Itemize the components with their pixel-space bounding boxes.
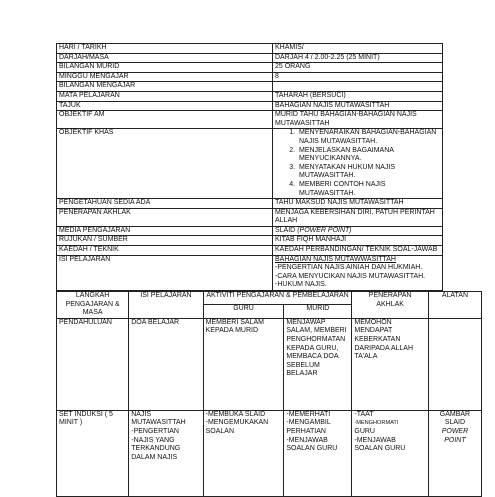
header-langkah: LANGKAH PENGAJARAN & MASA [57,292,129,319]
info-row [57,236,443,246]
cell-guru [203,410,284,496]
cell-line: -MENJAWAB SOALAN GURU [354,436,406,453]
cell-line: -MEMERHATI [286,410,331,418]
isi-content [273,255,443,290]
cell-penerapan [352,410,429,496]
cell-line: NAJIS MUTAWASITTAH [131,410,186,427]
cell-line: GAMBAR [439,410,471,418]
list-item: 4. MEMBERI CONTOH NAJIS MUTAWASITTAH. [297,181,440,198]
info-label: MINGGU MENGAJAR [57,72,273,82]
cell-isi [129,410,203,496]
info-label: BILANGAN MENGAJAR [57,82,273,92]
list-item: 3. MENYATAKAN HUKUM NAJIS MUTAWASITTAH. [297,164,440,181]
cell-line: -TAAT [354,410,374,418]
info-row [57,101,443,111]
isi-line: -CARA MENYUCIKAN NAJIS MUTAWASITTAH. [275,272,426,280]
info-row [57,208,443,226]
info-label: MATA PELAJARAN [57,91,273,101]
info-label: ISI PELAJARAN [57,255,273,290]
cell-line: POWER [441,427,469,435]
info-row [57,82,443,92]
info-row [57,63,443,73]
list-item: 1. MENYENARAIKAN BAHAGIAN-BAHAGIAN NAJIS MUTAWASITTAH. [297,129,440,146]
header-alatan: ALATAN [428,292,481,319]
isi-line: -HUKUM NAJIS. [275,281,327,289]
info-label: OBJEKTIF AM [57,111,273,129]
cell-langkah: SET INDUKSI ( 5 MINIT ) [57,410,129,496]
info-row [57,53,443,63]
info-value: DARJAH 4 / 2.00-2.25 (25 MINIT) [273,53,443,63]
cell-line: -MENGAMBIL PERHATIAN [286,419,331,435]
header-murid: MURID [284,305,352,318]
info-value: TAHU MAKSUD NAJIS MUTAWASITTAH [273,199,443,209]
info-label: MEDIA PENGAJARAN [57,226,273,236]
header-penerapan: PENERAPAN AKHLAK [352,292,429,319]
isi-line: -PENGERTIAN NAJIS AINIAH DAN HUKMIAH. [275,264,423,272]
list-item: 2. MENJELASKAN BAGAIMANA MENYUCIKANNYA. [297,147,440,164]
header-guru: GURU [203,305,284,318]
table-row [57,410,482,496]
info-row [57,226,443,236]
cell-langkah: PENDAHULUAN [57,318,129,410]
info-row [57,91,443,101]
header-isi: ISI PELAJARAN [129,292,203,319]
cell-line: -MENGEMUKAKAN SOALAN [205,419,269,435]
cell-alatan [428,318,481,410]
info-label: TAJUK [57,101,273,111]
media-value [273,226,443,236]
info-label: OBJEKTIF KHAS [57,129,273,199]
info-row [57,199,443,209]
cell-line: -MENJAWAB SOALAN GURU [286,436,338,453]
info-value: KHAMIS/ [273,44,443,54]
cell-murid [284,410,352,496]
info-value: 25 ORANG [273,63,443,73]
info-value: KAEDAH PERBANDINGAN/ TEKNIK SOAL-JAWAB [273,246,443,256]
media-text-italic: (POWER POINT) [297,226,352,234]
info-label: PENGETAHUAN SEDIA ADA [57,199,273,209]
cell-murid: MENJAWAP SALAM, MEMBERI PENGHORMATAN KEPADA GURU, MEMBACA DOA SEBELUM BELAJAR [284,318,352,410]
info-label: KAEDAH / TEKNIK [57,246,273,256]
lesson-activity-table [56,291,482,497]
objektif-khas-list-cell [273,129,443,199]
info-label: RUJUKAN / SUMBER [57,236,273,246]
cell-line: -NAJIS YANG TERKANDUNG DALAM NAJIS [131,436,181,461]
info-row [57,129,443,199]
cell-line: -MEMBUKA SLAID [205,410,266,418]
cell-line: -PENGERTIAN [131,427,179,435]
objektif-khas-list [275,129,440,198]
table-header-row [57,292,482,305]
info-value: MURID TAHU BAHAGIAN-BAHAGIAN NAJIS MUTAWASITTAH [273,111,443,129]
isi-title: BAHAGIAN NAJIS MUTAWWASITTAH [275,255,396,263]
info-row [57,72,443,82]
info-row [57,255,443,290]
cell-alatan [428,410,481,496]
header-aktiviti: AKTIVITI PENGAJARAN & PEMBELAJARAN [203,292,352,305]
info-value: KITAB FIQH MANHAJI [273,236,443,246]
lesson-info-table [56,43,443,291]
cell-line: SLAID [444,419,466,427]
info-label: BILANGAN MURID [57,63,273,73]
info-label: HARI / TARIKH [57,44,273,54]
info-value: BAHAGIAN NAJIS MUTAWASITTAH [273,101,443,111]
cell-isi: DOA BELAJAR [129,318,203,410]
cell-penerapan: MEMOHON MENDAPAT KEBERKATAN DARIPADA ALLAH TA'ALA [352,318,429,410]
media-text: SLAID [275,226,296,234]
table-row [57,318,482,410]
info-row [57,44,443,54]
info-value: TAHARAH (BERSUCI) [273,91,443,101]
info-label: DARJAH/MASA [57,53,273,63]
cell-line: GURU [354,427,375,435]
info-value: MENJAGA KEBERSIHAN DIRI, PATUH PERINTAH ALLAH [273,208,443,226]
cell-line: POINT [444,436,466,444]
info-row [57,246,443,256]
info-label: PENERAPAN AKHLAK [57,208,273,226]
cell-line: -MENGHORMATI [354,420,399,427]
info-value: 8 [273,72,443,82]
info-row [57,111,443,129]
cell-guru: MEMBERI SALAM KEPADA MURID [203,318,284,410]
info-value [273,82,443,92]
